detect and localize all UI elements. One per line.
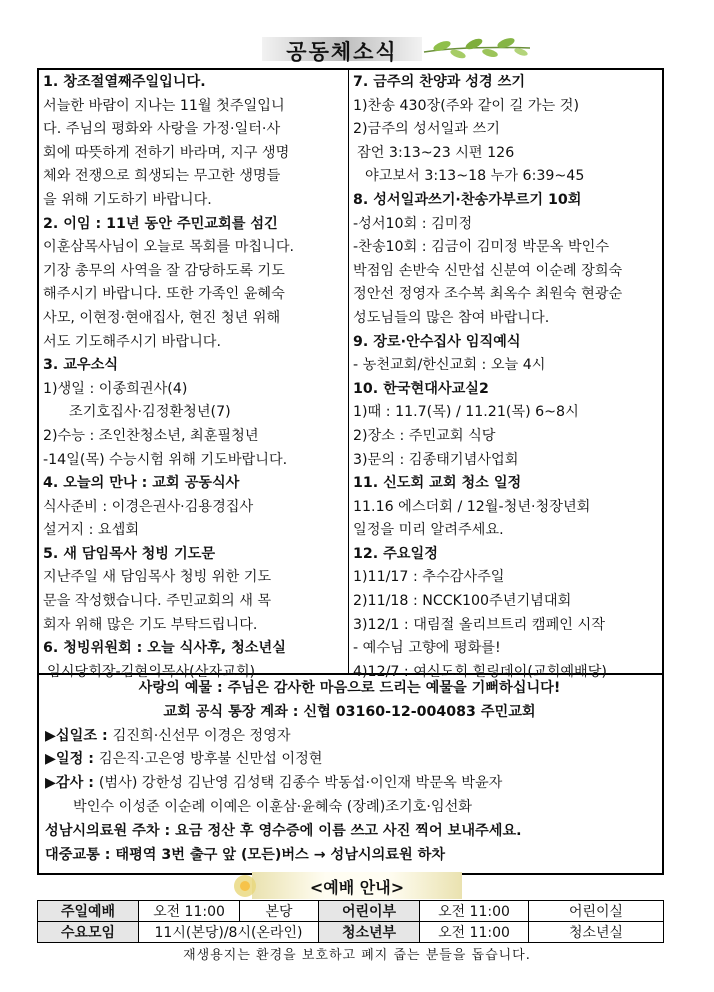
section-heading: 6. 청빙위원회 : 오늘 식사후, 청소년실: [43, 640, 286, 657]
text-line: 2)11/18 : NCCK100주년기념대회: [353, 593, 572, 610]
worship-title-text: <예배 안내>: [309, 878, 405, 897]
offering-box: [37, 675, 664, 875]
text-line: 1)11/17 : 추수감사주일: [353, 569, 505, 586]
section-heading: 5. 새 담임목사 청빙 기도문: [43, 545, 216, 562]
text-line: 지난주일 새 담임목사 청빙 위한 기도: [43, 569, 272, 586]
worship-schedule-table: [37, 900, 664, 943]
section-title: [262, 34, 472, 64]
footer-note: 재생용지는 환경을 보호하고 폐지 줍는 분들을 돕습니다.: [183, 948, 531, 963]
table-cell: 어린이실: [529, 901, 664, 922]
text-line: 서늘한 바람이 지나는 11월 첫주일입니: [43, 97, 285, 114]
text-line: 체와 전쟁으로 희생되는 무고한 생명들: [43, 168, 281, 185]
table-cell: 수요모임: [38, 922, 139, 943]
text-line: 문을 작성했습니다. 주민교회의 새 목: [43, 593, 272, 610]
regular-names: 김은직·고은영 방후불 신만섭 이정현: [98, 751, 323, 768]
text-line: 1)생일 : 이종희권사(4): [43, 380, 188, 397]
section-heading: 3. 교우소식: [43, 357, 119, 374]
section-heading: 12. 주요일정: [353, 545, 438, 562]
text-line: 식사준비 : 이경은권사·김용경집사: [43, 498, 254, 515]
news-box: [37, 68, 664, 680]
left-column: [39, 70, 346, 684]
text-line: 일정을 미리 알려주세요.: [353, 522, 504, 539]
thanks-label: ▶감사 :: [45, 775, 99, 792]
table-cell: 오전 11:00: [420, 901, 529, 922]
text-line: 정안선 정영자 조수복 최옥수 최원숙 현광순: [353, 286, 623, 303]
text-line: 성도님들의 많은 참여 바랍니다.: [353, 309, 550, 326]
section-heading: 8. 성서일과쓰기·찬송가부르기 10회: [353, 191, 582, 208]
text-line: 회자 위해 많은 기도 부탁드립니다.: [43, 616, 258, 633]
thanks-line: [45, 772, 654, 796]
table-cell: 11시(본당)/8시(온라인): [139, 922, 319, 943]
text-line: 서도 기도해주시기 바랍니다.: [43, 333, 221, 350]
text-line: - 농천교회/한신교회 : 오늘 4시: [353, 357, 546, 374]
section-heading: 2. 이임 : 11년 동안 주민교회를 섬긴: [43, 215, 278, 232]
text-line: 기장 총무의 사역을 잘 감당하도록 기도: [43, 262, 285, 279]
text-line: 잠언 3:13~23 시편 126: [357, 144, 515, 161]
worship-title: [230, 872, 490, 900]
regular-line: [45, 748, 654, 772]
right-column: [348, 70, 662, 680]
table-cell: 오전 11:00: [420, 922, 529, 943]
text-line: -찬송10회 : 김금이 김미정 박문옥 박인수: [353, 239, 610, 256]
text-line: 2)수능 : 조인찬청소년, 최훈필청년: [43, 427, 259, 444]
text-line: 3)문의 : 김종태기념사업회: [353, 451, 519, 468]
table-cell: 청소년실: [529, 922, 664, 943]
text-line: 1)때 : 11.7(목) / 11.21(목) 6~8시: [353, 404, 579, 421]
thanks-names-2: 박인수 이성준 이순례 이예은 이훈삼·윤혜숙 (장례)조기호·임선화: [73, 798, 472, 815]
text-line: -성서10회 : 김미정: [353, 215, 473, 232]
text-line: 박점임 손반숙 신만섭 신분여 이순례 장희숙: [353, 262, 623, 279]
table-cell: 어린이부: [319, 901, 420, 922]
regular-label: ▶일정 :: [45, 751, 99, 768]
account-line: 교회 공식 통장 계좌 : 신협 03160-12-004083 주민교회: [163, 703, 536, 720]
table-row: [38, 901, 664, 922]
text-line: -14일(목) 수능시험 위해 기도바랍니다.: [43, 451, 288, 468]
text-line: 회에 따뜻하게 전하기 바라며, 지구 생명: [43, 144, 290, 161]
text-line: 이훈삼목사님이 오늘로 목회를 마칩니다.: [43, 239, 295, 256]
table-cell: 청소년부: [319, 922, 420, 943]
transit-line: 대중교통 : 태평역 3번 출구 앞 (모든)버스 → 성남시의료원 하차: [45, 846, 446, 863]
page-title: 공동체소식: [286, 40, 398, 64]
section-heading: 9. 장로·안수집사 임직예식: [353, 333, 521, 350]
table-cell: 주일예배: [38, 901, 139, 922]
text-line: 설거지 : 요셉회: [43, 522, 140, 539]
parking-line: 성남시의료원 주차 : 요금 정산 후 영수증에 이름 쓰고 사진 찍어 보내주세요.: [45, 822, 522, 839]
table-cell: 본당: [240, 901, 319, 922]
text-line: 1)찬송 430장(주와 같이 길 가는 것): [353, 97, 580, 114]
leaves-decoration-icon: [422, 34, 532, 64]
text-line: - 예수님 고향에 평화를!: [353, 640, 501, 657]
text-line: 다. 주님의 평화와 사랑을 가정·일터·사: [43, 121, 281, 138]
thanks-names: (범사) 강한성 김난영 김성택 김종수 박동섭·이인재 박문옥 박윤자: [98, 775, 503, 792]
text-line: 을 위해 기도하기 바랍니다.: [43, 191, 212, 208]
text-line: 해주시기 바랍니다. 또한 가족인 윤혜숙: [43, 286, 285, 303]
text-line: 11.16 에스더회 / 12월-청년·청장년회: [353, 498, 591, 515]
text-line: 임시당회장-김현의목사(산자교회): [47, 663, 256, 680]
table-row: [38, 922, 664, 943]
section-heading: 1. 창조절열째주일입니다.: [43, 74, 206, 90]
text-line: 2)장소 : 주민교회 식당: [353, 427, 496, 444]
section-heading: 7. 금주의 찬양과 성경 쓰기: [353, 74, 526, 90]
tithe-names: 김진희·신선무 이경은 정영자: [112, 727, 291, 744]
text-line: 사모, 이현정·현애집사, 현진 청년 위해: [43, 309, 281, 326]
section-heading: 10. 한국현대사교실2: [353, 380, 489, 397]
tithe-label: ▶십일조 :: [45, 727, 113, 744]
text-line: 조기호집사·김정환청년(7): [69, 404, 231, 421]
table-cell: 오전 11:00: [139, 901, 240, 922]
text-line: 3)12/1 : 대림절 올리브트리 캠페인 시작: [353, 616, 605, 633]
section-heading: 11. 신도회 교회 청소 일정: [353, 475, 522, 492]
offering-line: 사랑의 예물 : 주님은 감사한 마음으로 드리는 예물을 기뻐하십니다!: [138, 680, 561, 696]
text-line: 2)금주의 성서일과 쓰기: [353, 121, 500, 138]
text-line: 야고보서 3:13~18 누가 6:39~45: [365, 168, 585, 185]
text-line: 4)12/7 : 여신도회 힐링데이(교회예배당): [353, 663, 607, 680]
tithe-line: [45, 725, 654, 749]
section-heading: 4. 오늘의 만나 : 교회 공동식사: [43, 475, 240, 492]
